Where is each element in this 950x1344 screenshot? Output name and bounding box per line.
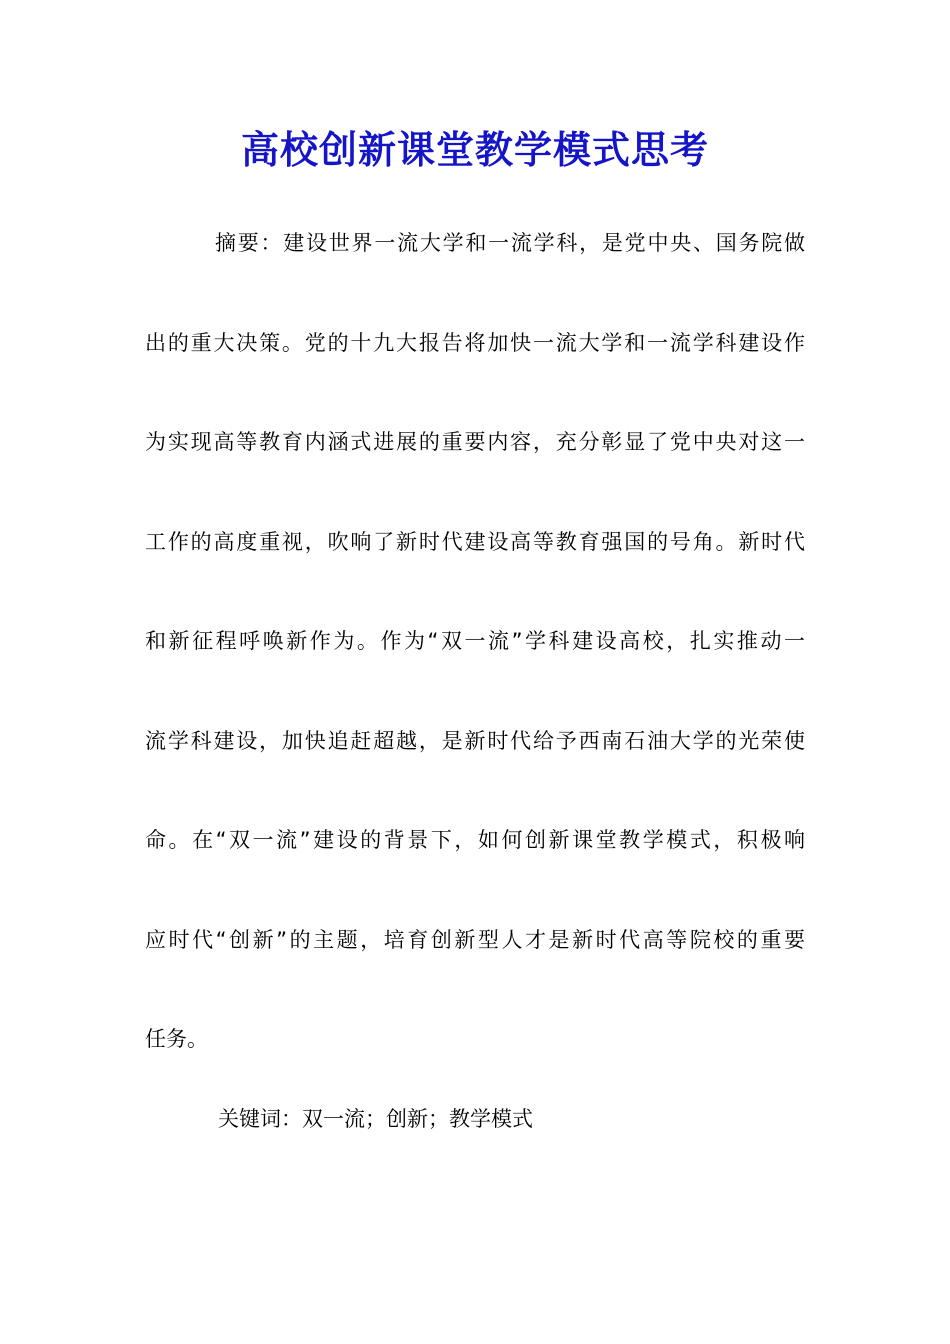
abstract-line-4: 工作的高度重视，吹响了新时代建设高等教育强国的号角。新时代 (145, 530, 805, 554)
abstract-line-2: 出的重大决策。党的十九大报告将加快一流大学和一流学科建设作 (145, 331, 805, 355)
abstract-line-9: 任务。 (145, 1027, 208, 1051)
document-title: 高校创新课堂教学模式思考 (240, 127, 709, 172)
abstract-line-6: 流学科建设，加快追赶超越，是新时代给予西南石油大学的光荣使 (145, 729, 805, 753)
abstract-line-8: 应时代“创新”的主题，培育创新型人才是新时代高等院校的重要 (145, 928, 805, 952)
keywords-line: 关键词：双一流；创新；教学模式 (218, 1107, 533, 1131)
abstract-line-1: 摘要：建设世界一流大学和一流学科，是党中央、国务院做 (215, 231, 805, 255)
abstract-line-7: 命。在“双一流”建设的背景下，如何创新课堂教学模式，积极响 (145, 828, 805, 852)
abstract-line-3: 为实现高等教育内涵式进展的重要内容，充分彰显了党中央对这一 (145, 430, 805, 454)
abstract-line-5: 和新征程呼唤新作为。作为“双一流”学科建设高校，扎实推动一 (145, 629, 805, 653)
